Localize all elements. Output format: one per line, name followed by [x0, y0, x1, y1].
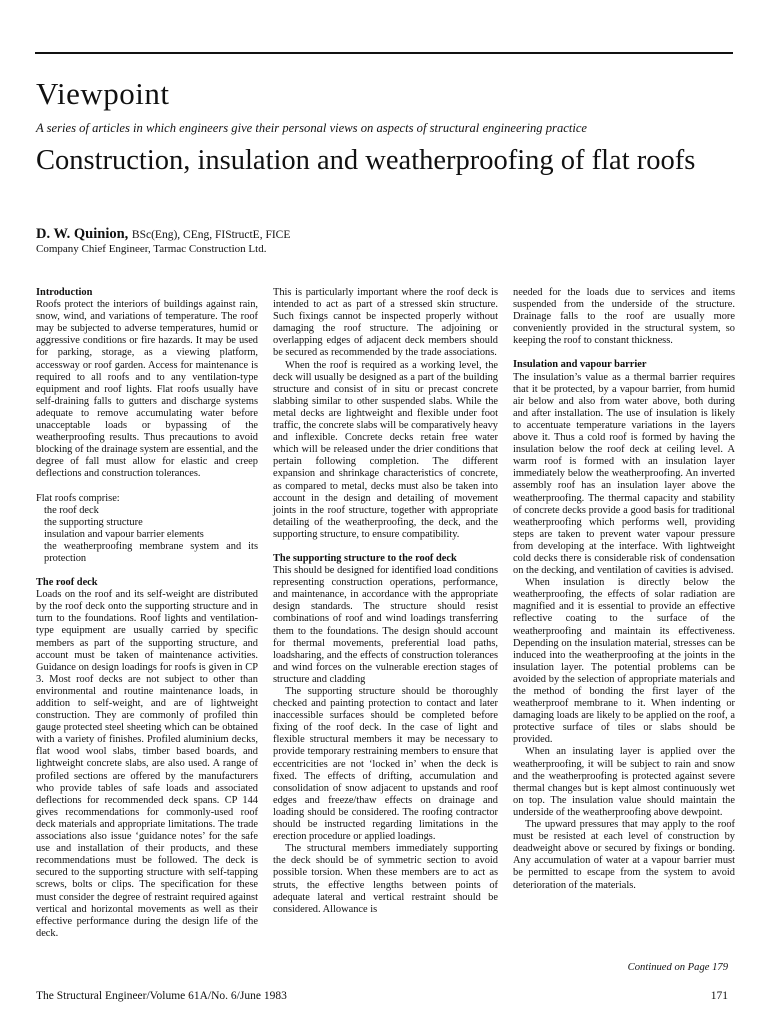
heading-insulation: Insulation and vapour barrier [513, 359, 647, 371]
journal-footer: The Structural Engineer/Volume 61A/No. 6/June 1983 [36, 990, 287, 1002]
author-credentials: BSc(Eng), CEng, FIStructE, FICE [131, 229, 291, 241]
paragraph: When an insulating layer is applied over the weatherproofing, it will be subject to rain and snow and the weatherproofing is protected against severe thermal changes but is kept almost continuously wet on top. The insulation value should maintain the underside of the weatherproofing above dewpoint. [513, 746, 735, 818]
list-item: the supporting structure [44, 516, 143, 528]
paragraph: The structural members immediately supporting the deck should be of symmetric section to avoid possible torsion. When these members are to act as struts, the effective lengths between points of adequate lateral and vertical restraint should be considered. Allowance is [273, 843, 498, 915]
heading-roof-deck: The roof deck [36, 577, 98, 589]
paragraph: needed for the loads due to services and items suspended from the underside of the structure. Drainage falls to the roof are usually more conveniently provided in the structural system, so keeping the roof to constant thickness. [513, 287, 735, 347]
heading-supporting-structure: The supporting structure to the roof deck [273, 552, 457, 564]
article-title: Construction, insulation and weatherproofing of flat roofs [36, 145, 696, 176]
author-affiliation: Company Chief Engineer, Tarmac Construction Ltd. [36, 243, 267, 255]
author-name: D. W. Quinion, [36, 226, 129, 242]
paragraph: The upward pressures that may apply to the roof must be resisted at each level of construction by deadweight above or secured by fixings or bonding. Any accumulation of water at a vapour barrier must be permitted to escape from the system to avoid deterioration of the materials. [513, 819, 735, 891]
paragraph: When insulation is directly below the weatherproofing, the effects of solar radiation are magnified and it is essential to provide an effective reflective coating to the surface of the weatherproofing and maintain its effectiveness. Depending on the insulation material, stresses can be induced into the weatherproofing at the joints in the insulation layer. The potential problems can be avoided by the selection of appropriate materials and the method of bonding the first layer of the weatherproof membrane to it. When indenting or damaging loads are likely to be applied on the roof, a protective surface of tiles or slabs should be provided. [513, 577, 735, 746]
series-description: A series of articles in which engineers give their personal views on aspects of structural engineering practice [36, 121, 588, 135]
heading-introduction: Introduction [36, 287, 93, 298]
column-2 [273, 287, 498, 916]
paragraph: The insulation’s value as a thermal barrier requires that it be protected, by a vapour barrier, from humid air below and also from water above, both during and after installation. The use of insulation is likely to accentuate temperature variations in the layers above it. Thus a cold roof is formed by having the insulation below the roof deck at ceiling level. A warm roof is formed with an insulation layer immediately below the weatherproofing. An inverted assembly roof has an insulation layer above the weatherproofing. The thermal capacity and stability of concrete decks provide a good basis for traditional weatherproofing which performs well, providing steps are taken to prevent water vapour pressure from developing at the interface. With lightweight cold decks there is considerable risk of condensation on the decking, and ventilation of cavities is advised. [513, 371, 735, 577]
list-item: the roof deck [44, 504, 99, 516]
column-1 [36, 287, 258, 940]
paragraph: This should be designed for identified load conditions representing construction operations, performance, and maintenance, in accordance with the appropriate design standards. The structure should resist combinations of roof and wind loadings transferring them to the foundations. The design should account for thermal movements, preferential load paths, loadsharing, and the effects of construction tolerances and wind forces on the vulnerable erection stages of structure and cladding [273, 565, 498, 685]
byline [36, 226, 290, 243]
paragraph: This is particularly important where the roof deck is intended to act as part of a stressed skin structure. Such fixings cannot be inspected properly without damaging the roof structure. The adjoining or overlapping edges of adjacent deck members should be secured as recommended by the trade associations. [273, 287, 498, 359]
list-item: the weatherproofing membrane system and its protection [44, 540, 258, 564]
paragraph: The supporting structure should be thoroughly checked and painting protection to contact and later inaccessible surfaces should be completed before fixing of the roof deck. In the case of light and flexible structural members it may be necessary to provide temporary restraining members to ensure that eccentricities are not ‘locked in’ when the deck is fixed. The effects of drifting, accumulation and consolidation of snow adjacent to upstands and roof edges and freeze/thaw effects on drainage and loading should be considered. The roofing contractor should be instructed regarding limitations in the erection procedure or applied loadings. [273, 686, 498, 843]
list-intro: Flat roofs comprise: [36, 492, 120, 504]
paragraph: When the roof is required as a working level, the deck will usually be designed as a part of the building structure and consist of in situ or precast concrete slabbing similar to other suspended slabs. While the metal decks are lightweight and flexible under foot traffic, the concrete slabs will be comparatively heavy and inflexible. Concrete decks retain free water which will be released under the drier conditions that pertain following completion. The different expansion and shrinkage characteristics of concrete, as compared to metal, decks must also be taken into account in the design and detailing of movement joints in the roof structure, together with appropriate detailing of the weatherproofing, the deck, and the supporting structure, to ensure compatibility. [273, 359, 498, 540]
column-3 [513, 287, 735, 892]
paragraph: Roofs protect the interiors of buildings against rain, snow, wind, and variations of temperature. The roof may be subjected to adverse temperatures, humid or aggressive conditions or fire hazards. It may be used for parking, storage, as a viewing platform, accessway or roof garden. Access for maintenance is required to all roofs and to any ventilation-type equipment and roof lights. Flat roofs usually have self-draining falls to gutters and discharge systems adequate to remove accumulating water before unacceptable loads or bypassing of the weatherproofing results. Thus precautions to avoid blocking of the drainage system are essential, and the degree of fall must allow for elastic and creep deflections and construction tolerances. [36, 299, 258, 480]
list-item: insulation and vapour barrier elements [44, 528, 204, 540]
paragraph: Loads on the roof and its self-weight are distributed by the roof deck onto the supporting structure and in turn to the foundations. Roof lights and ventilation-type equipment are usually carried by specific members as part of the supporting structure, and account must be taken of maintenance activities. Guidance on design loadings for roofs is given in CP 3. Most roof decks are not subject to other than environmental and routine maintenance loads, in addition to self-weight, and are of lightweight construction. They are commonly of profiled thin gauge protected steel sheeting which can be obtained with a variety of finishes. Profiled aluminium decks, flat wood wool slabs, timber based boards, and lightweight concrete slabs, are also used. A range of profiled sections are offered by the manufacturers who provide tables of safe loads and associated deflections for recommended deck spans. CP 144 gives recommendations for commonly-used roof deck materials and appropriate limitations. The trade associations also issue ‘guidance notes’ for the safe use and installation of their products, and these recommendations must be followed. The deck is secured to the supporting structure with self-tapping screws, bolts or clips. The specification for these must consider the degree of restraint required against vertical and horizontal movements as well as their effective performance during the design life of the deck. [36, 589, 258, 939]
section-label: Viewpoint [36, 76, 170, 111]
top-rule [35, 52, 733, 54]
page-number: 171 [710, 990, 728, 1002]
continued-note: Continued on Page 179 [627, 962, 728, 973]
